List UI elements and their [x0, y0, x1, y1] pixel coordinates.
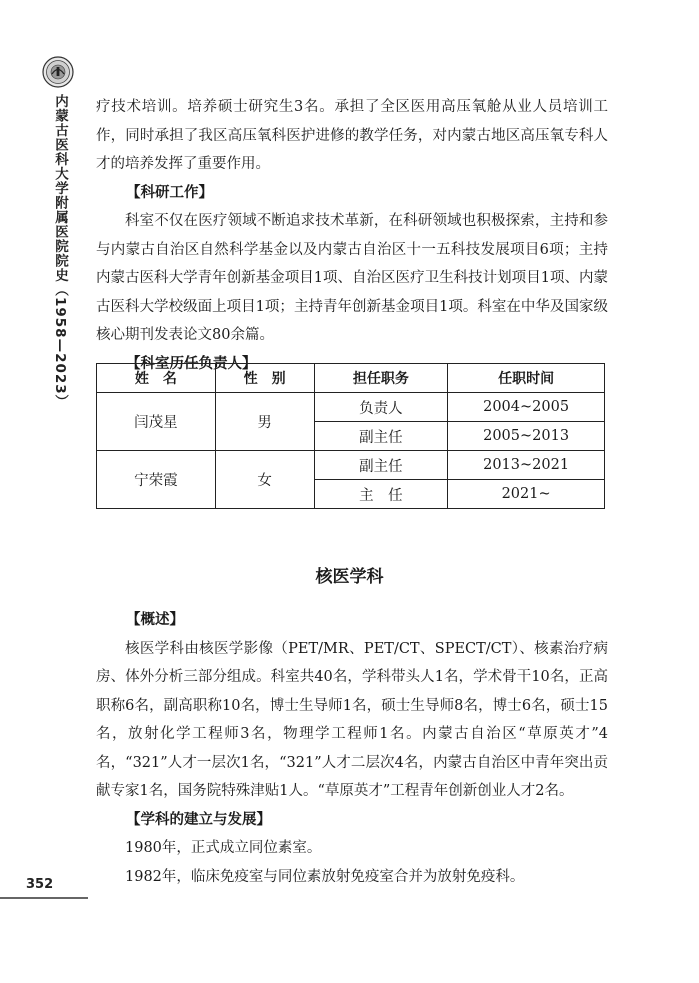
development-1980: 1980年，正式成立同位素室。	[125, 840, 322, 856]
header-name: 姓 名	[97, 364, 216, 393]
section-title: 核医学科	[315, 567, 384, 587]
table-header-row	[97, 364, 605, 393]
leaders-heading: 【科室历任负责人】	[126, 355, 257, 372]
development-heading: 【学科的建立与发展】	[126, 811, 271, 828]
person-name: 闫茂星	[97, 393, 216, 451]
header-gender: 性 别	[215, 364, 314, 393]
research-heading: 【科研工作】	[126, 184, 213, 201]
role-position: 负责人	[314, 393, 448, 422]
section-intro	[96, 93, 608, 378]
footer-rule	[0, 897, 88, 899]
header-position: 担任职务	[314, 364, 448, 393]
overview-paragraph: 核医学科由核医学影像（PET/MR、PET/CT、SPECT/CT）、核素治疗病房、体外分析三部分组成。科室共40名，学科带头人1名，学术骨干10名，正高职称6名，副高职称10名，博士生导师1名，硕士生导师8名，博士6名，硕士15名，放射化学工程师3名，物理学工程师1名。内蒙古自治区“草原英才”4名，“321”人才一层次1名，“321”人才二层次4名，内蒙古自治区中青年突出贡献专家1名，国务院特殊津贴1人。“草原英才”工程青年创新创业人才2名。	[96, 640, 608, 799]
overview-heading: 【概述】	[126, 612, 184, 628]
role-position: 副主任	[314, 422, 448, 451]
person-name: 宁荣霞	[97, 451, 216, 509]
header-period: 任职时间	[448, 364, 605, 393]
role-position: 副主任	[314, 451, 448, 480]
role-period: 2005~2013	[448, 422, 605, 451]
role-period: 2021~	[448, 480, 605, 509]
paragraph-continuation: 疗技术培训。培养硕士研究生3名。承担了全区医用高压氧舱从业人员培训工作，同时承担了我区高压氧科医护进修的教学任务，对内蒙古地区高压氧专科人才的培养发挥了重要作用。	[96, 99, 608, 172]
hospital-logo-icon	[42, 56, 74, 88]
role-position: 主 任	[314, 480, 448, 509]
research-paragraph: 科室不仅在医疗领域不断追求技术革新，在科研领域也积极探索，主持和参与内蒙古自治区自然科学基金以及内蒙古自治区十一五科技发展项目6项；主持内蒙古医科大学青年创新基金项目1项、自治区医疗卫生科技计划项目1项、内蒙古医科大学校级面上项目1项；主持青年创新基金项目1项。科室在中华及国家级核心期刊发表论文80余篇。	[96, 213, 608, 343]
role-period: 2004~2005	[448, 393, 605, 422]
page-number: 352	[26, 877, 54, 892]
book-title-vertical: 内蒙古医科大学附属医院院史（1958—2023）	[52, 94, 68, 410]
person-gender: 女	[215, 451, 314, 509]
person-gender: 男	[215, 393, 314, 451]
role-period: 2013~2021	[448, 451, 605, 480]
table-row	[97, 451, 605, 480]
development-1982: 1982年，临床免疫室与同位素放射免疫室合并为放射免疫科。	[125, 868, 525, 885]
table-row	[97, 393, 605, 422]
leaders-table	[96, 363, 605, 509]
section-nuclear-medicine	[96, 606, 608, 891]
